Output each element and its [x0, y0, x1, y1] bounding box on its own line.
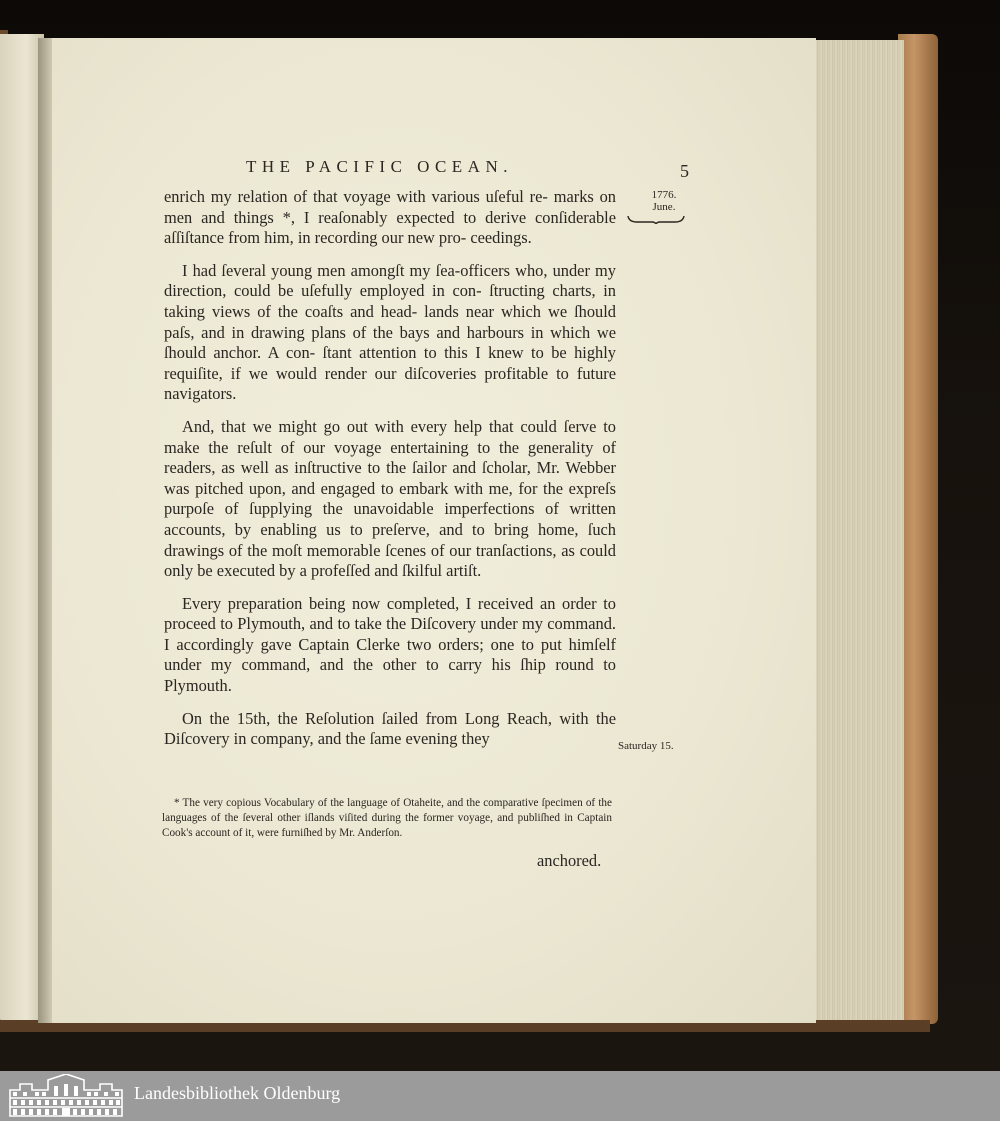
running-head: THE PACIFIC OCEAN.: [246, 157, 513, 176]
right-cover-edge: [898, 34, 938, 1024]
paragraph: I had ſeveral young men amongſt my ſea-officers who, under my direction, could be uſefully employed in con- ſtructing charts, in taking views of the coaſts and head- lands near which we ſhould paſs, and in drawing plans of the bays and harbours in which we ſhould anchor. A con- ſtant attention to this I knew to be highly requiſite, if we would render our diſcoveries profitable to future navigators.: [164, 260, 616, 404]
page-number: 5: [680, 161, 689, 181]
library-footer-bar: [0, 1071, 1000, 1121]
page-block-edge: [812, 40, 904, 1025]
paragraph: On the 15th, the Reſolution ſailed from Long Reach, with the Diſcovery in company, and the ſame evening they: [164, 708, 616, 749]
margin-date: Saturday 15.: [618, 740, 674, 752]
paragraph: enrich my relation of that voyage with various uſeful re- marks on men and things *, I reaſonably expected to derive conſiderable aſſiſtance from him, in recording our new pro- ceedings.: [164, 187, 616, 248]
paragraph: And, that we might go out with every help that could ſerve to make the reſult of our voyage entertaining to the generality of readers, as well as inſtructive to the ſailor and ſcholar, Mr. Webber was pitched upon, and engaged to embark with me, for the expreſs purpoſe of ſupplying the unavoidable imperfections of written accounts, by enabling us to preſerve, and to bring home, ſuch drawings of the moſt memorable ſcenes of our tranſactions, as could only be executed by a profeſſed and ſkilful artiſt.: [164, 416, 616, 581]
margin-month: June.: [652, 201, 676, 213]
spine-gutter: [38, 38, 52, 1023]
footnote: * The very copious Vocabulary of the language of Otaheite, and the comparative ſpecimen of the languages of the ſeveral other iſlands viſited during the former voyage, and publiſhed in Captain Cook's account of it, were furniſhed by Mr. Anderſon.: [162, 797, 612, 839]
library-name: Landesbibliothek Oldenburg: [134, 1083, 341, 1103]
library-building-icon: [8, 1074, 124, 1118]
margin-year: 1776.: [651, 189, 677, 201]
paragraph: Every preparation being now completed, I received an order to proceed to Plymouth, and to take the Diſcovery under my command. I accordingly gave Captain Clerke two orders; one to put himſelf under my command, and the other to carry his ſhip round to Plymouth.: [164, 593, 616, 696]
margin-brace-icon: [627, 214, 685, 224]
catchword: anchored.: [537, 851, 602, 870]
body-text: [164, 187, 616, 750]
